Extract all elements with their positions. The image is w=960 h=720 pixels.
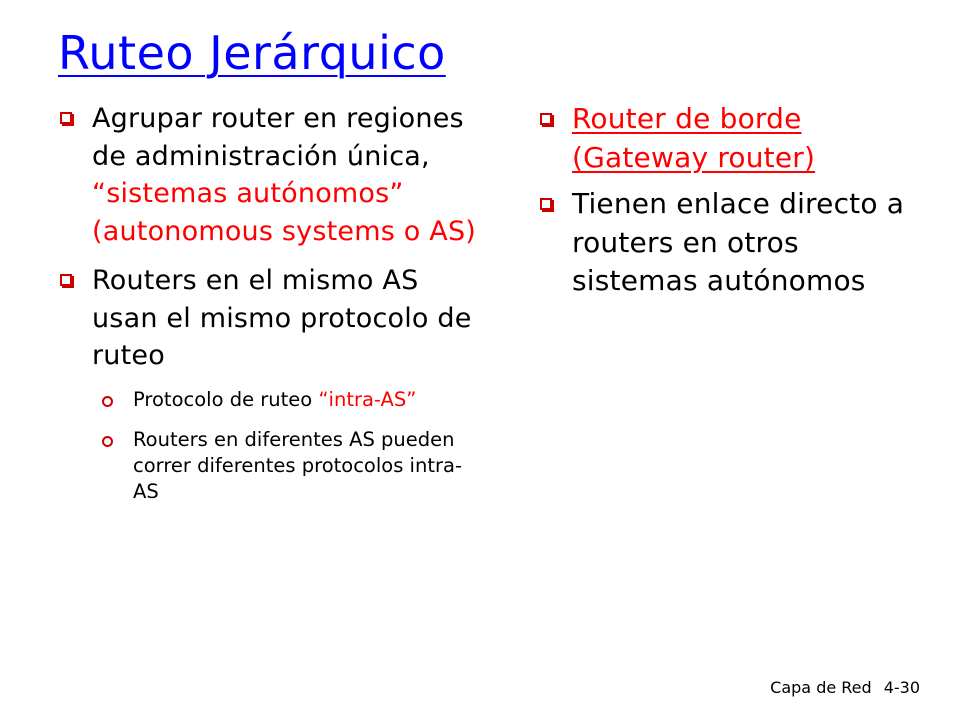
sub-bullet-different-as — [58, 427, 478, 505]
footer-label: Capa de Red — [770, 678, 872, 697]
bullet-direct-link — [538, 185, 918, 301]
square-bullet-icon — [540, 113, 552, 125]
square-bullet-icon — [60, 274, 72, 286]
bullet-gateway-router — [538, 100, 918, 177]
square-bullet-icon — [540, 198, 552, 210]
square-bullet-icon — [60, 112, 72, 124]
gateway-router-link[interactable]: Router de borde (Gateway router) — [572, 102, 816, 174]
sub-bullet-text: Routers en diferentes AS pueden correr diferentes protocolos intra-AS — [133, 427, 462, 503]
sub-bullet-text: Protocolo de ruteo — [133, 387, 319, 411]
bullet-same-protocol — [58, 262, 478, 375]
right-column — [538, 100, 918, 301]
sub-bullet-text-highlight: “intra-AS” — [318, 387, 417, 411]
bullet-text: Routers en el mismo AS usan el mismo protocolo de ruteo — [92, 265, 472, 371]
bullet-text: Agrupar router en regiones de administración única, — [92, 103, 464, 172]
bullet-text-highlight: “sistemas autónomos” (autonomous systems o AS) — [92, 178, 477, 247]
circle-bullet-icon — [102, 436, 113, 447]
slide-footer — [770, 678, 920, 697]
page-number: 4-30 — [883, 678, 920, 697]
slide-title: Ruteo Jerárquico — [58, 26, 446, 80]
bullet-autonomous-systems — [58, 100, 478, 250]
circle-bullet-icon — [102, 396, 113, 407]
left-column — [58, 100, 478, 505]
bullet-text: Tienen enlace directo a routers en otros sistemas autónomos — [572, 187, 905, 297]
sub-bullet-intra-as — [58, 387, 478, 413]
